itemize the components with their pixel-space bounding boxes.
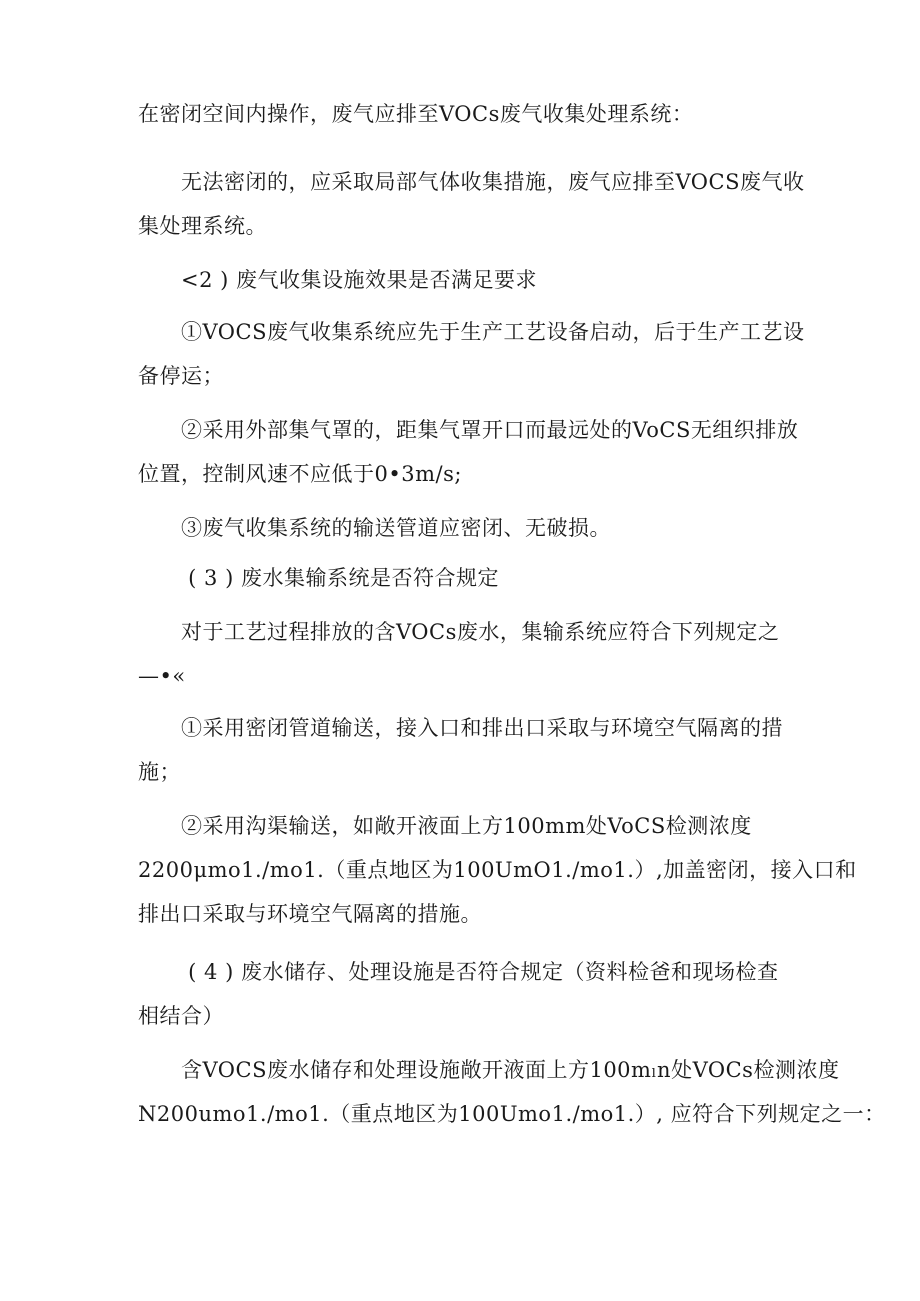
text-line: 2200μmo1./mo1.（重点地区为100UmO1./mo1.）,加盖密闭，接入口和 [138,858,857,882]
text-line: N200umo1./mo1.（重点地区为100Umo1./mo1.）, 应符合下列规定之一： [138,1102,886,1126]
text-line: 集处理系统。 [138,214,267,238]
text-line: 对于工艺过程排放的含VOCs废水，集输系统应符合下列规定之 [138,620,780,644]
text-line: ( 3 ) 废水集输系统是否符合规定 [138,566,499,590]
text-line: 位置，控制风速不应低于0•3m/s; [138,462,462,486]
paragraph-unsealed-collection [138,160,805,248]
text-line: ①VOCS废气收集系统应先于生产工艺设备启动，后于生产工艺设 [138,320,805,344]
text-line: <2 ) 废气收集设施效果是否满足要求 [138,268,537,292]
text-line: 含VOCS废水储存和处理设施敞开液面上方100mₗn处VOCs检测浓度 [138,1058,840,1082]
paragraph-storage-rules [138,1048,886,1136]
paragraph-item-1 [138,310,805,398]
section-heading-4 [138,950,788,1038]
paragraph-pipe-transport [138,706,788,794]
text-line: 备停运； [138,364,224,388]
paragraph-wastewater-rules [138,610,788,698]
paragraph-channel-transport [138,804,857,936]
text-line: ③废气收集系统的输送管道应密闭、无破损。 [138,516,611,540]
paragraph-item-3 [138,506,788,550]
paragraph-item-2 [138,408,799,496]
paragraph-vocs-collection [138,92,788,136]
text-line: ( 4 ) 废水储存、处理设施是否符合规定（资料检爸和现场检查 [138,960,779,984]
text-line: 施； [138,760,181,784]
section-heading-3 [138,556,788,600]
text-line: 在密闭空间内操作，废气应排至VOCs废气收集处理系统： [138,102,694,126]
text-line: ②采用外部集气罩的，距集气罩开口而最远处的VoCS无组织排放 [138,418,799,442]
text-line: —•« [138,664,186,688]
section-heading-2 [138,258,788,302]
text-line: 无法密闭的，应采取局部气体收集措施，废气应排至VOCS废气收 [138,170,805,194]
text-line: 相结合） [138,1004,224,1028]
text-line: ①采用密闭管道输送，接入口和排出口采取与环境空气隔离的措 [138,716,783,740]
text-line: 排出口采取与环境空气隔离的措施。 [138,902,482,926]
text-line: ②采用沟渠输送，如敞开液面上方100mm处VoCS检测浓度 [138,814,752,838]
